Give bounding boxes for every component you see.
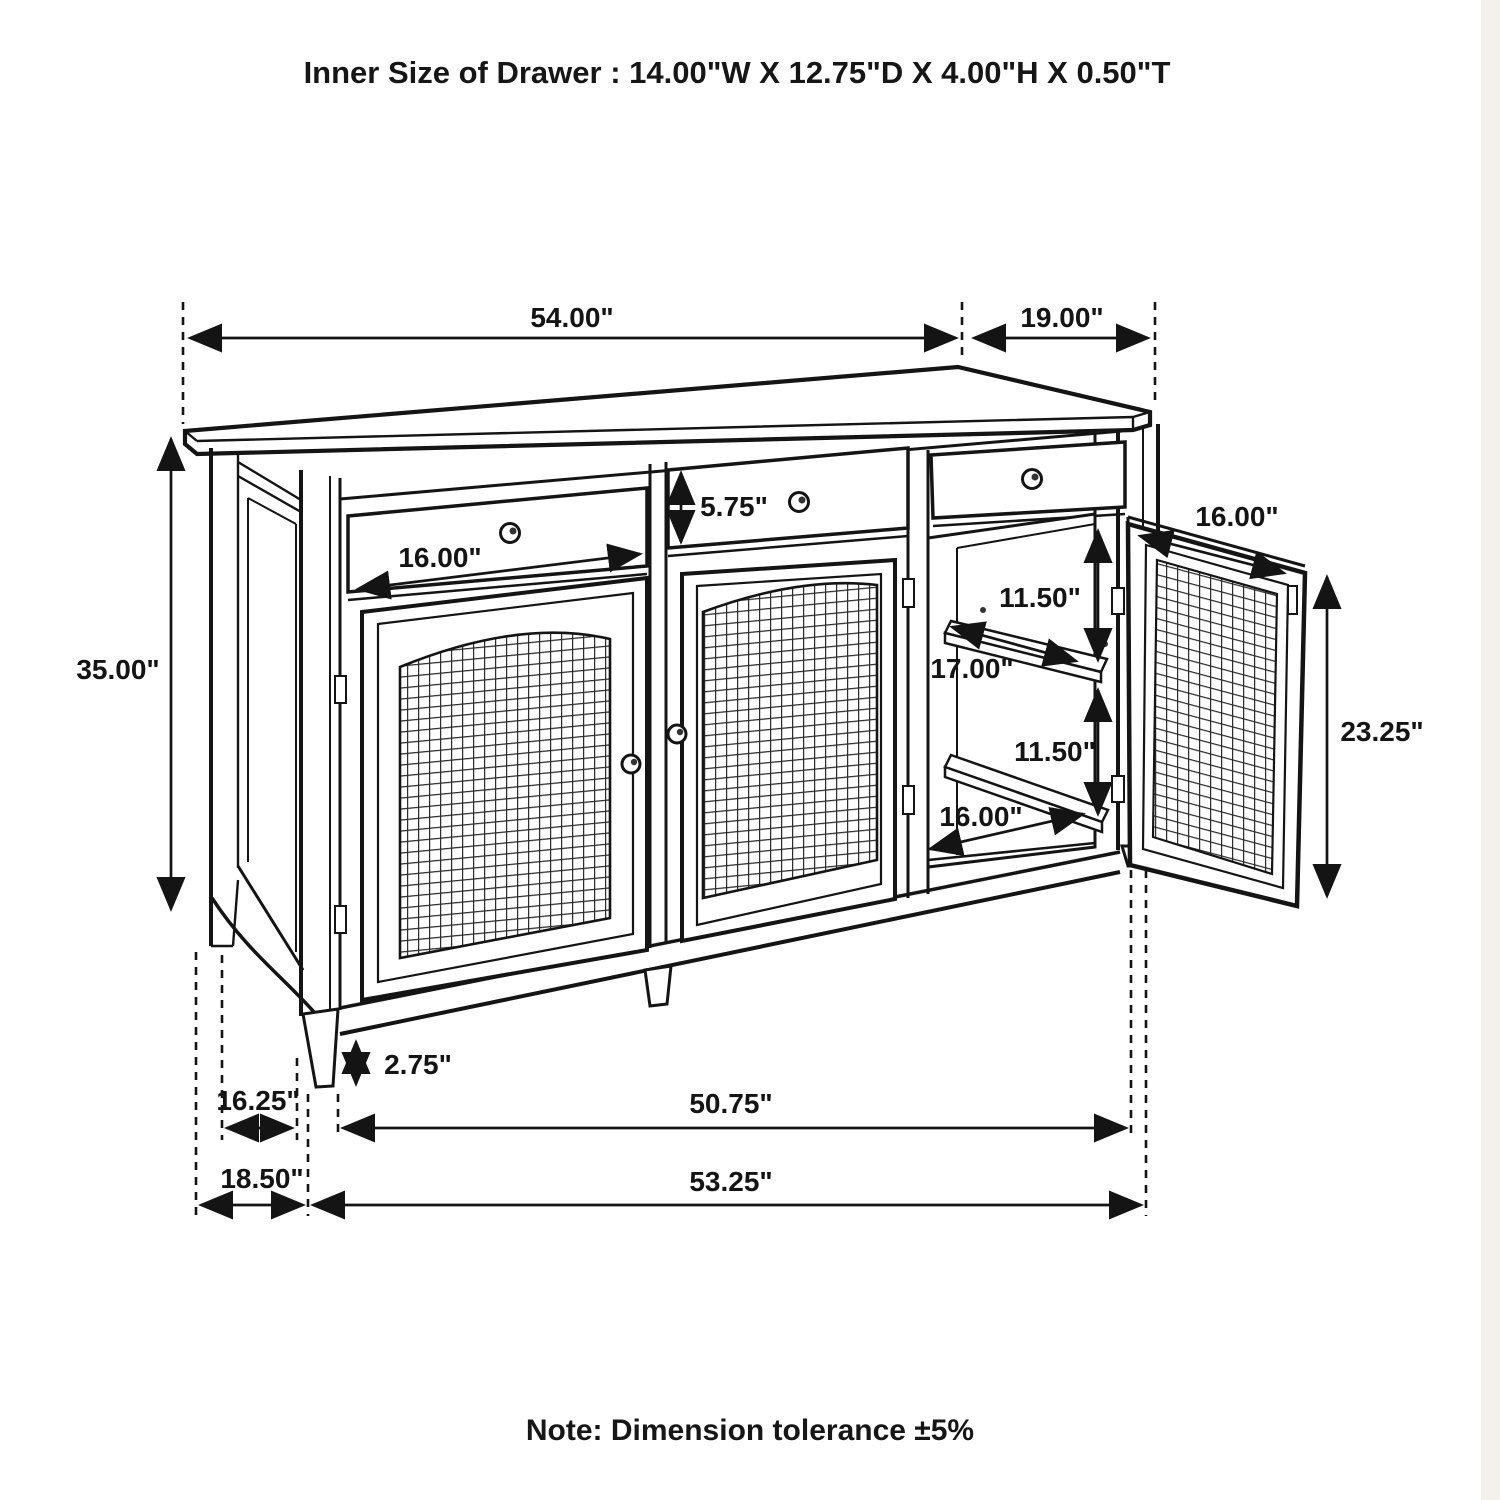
hinge: [335, 676, 346, 703]
door-knob: [622, 755, 640, 773]
drawer-knob: [501, 524, 520, 543]
dim-top-depth: 19.00": [1020, 302, 1104, 333]
cane-mesh-panel: [703, 583, 877, 898]
hinge: [1112, 776, 1124, 802]
dim-front-width-outer: 53.25": [689, 1166, 773, 1197]
cane-mesh-panel: [400, 633, 610, 958]
edge-strip: [1481, 0, 1500, 1500]
title: Inner Size of Drawer : 14.00"W X 12.75"D X 4.00"H X 0.50"T: [303, 55, 1171, 90]
door-knob: [668, 725, 686, 743]
dim-overall-height: 35.00": [76, 654, 160, 685]
shelf-pin-hole: [980, 607, 986, 613]
dim-shelf-width: 16.00": [939, 801, 1023, 832]
dim-door-height: 23.25": [1340, 716, 1424, 747]
door-middle: [668, 560, 914, 941]
dim-side-depth-outer: 18.50": [220, 1163, 304, 1194]
door-left: [335, 578, 647, 1000]
drawer-knob: [790, 493, 809, 512]
drawer-knob: [1023, 470, 1042, 489]
hinge: [1112, 588, 1124, 614]
dim-door-width: 16.00": [1195, 501, 1279, 532]
door-open-right: [1112, 517, 1305, 906]
hinge: [903, 579, 914, 607]
dim-upper-shelf-space: 11.50": [999, 582, 1081, 613]
dim-drawer-height: 5.75": [700, 491, 768, 522]
dim-shelf-depth: 17.00": [930, 653, 1014, 684]
tolerance-note: Note: Dimension tolerance ±5%: [525, 1414, 975, 1447]
cane-mesh-panel: [1153, 560, 1277, 874]
door-latch: [1288, 586, 1297, 614]
shelf-pin-hole: [1102, 641, 1108, 647]
hinge: [903, 786, 914, 814]
dim-drawer-width: 16.00": [398, 542, 482, 573]
dim-lower-shelf-space: 11.50": [1014, 736, 1096, 767]
dim-top-width: 54.00": [530, 302, 614, 333]
dim-leg-height: 2.75": [384, 1049, 452, 1080]
center-foot: [645, 966, 671, 1006]
hinge: [335, 906, 346, 933]
dim-front-width-inner: 50.75": [689, 1088, 773, 1119]
dim-side-depth-inner: 16.25": [216, 1085, 300, 1116]
